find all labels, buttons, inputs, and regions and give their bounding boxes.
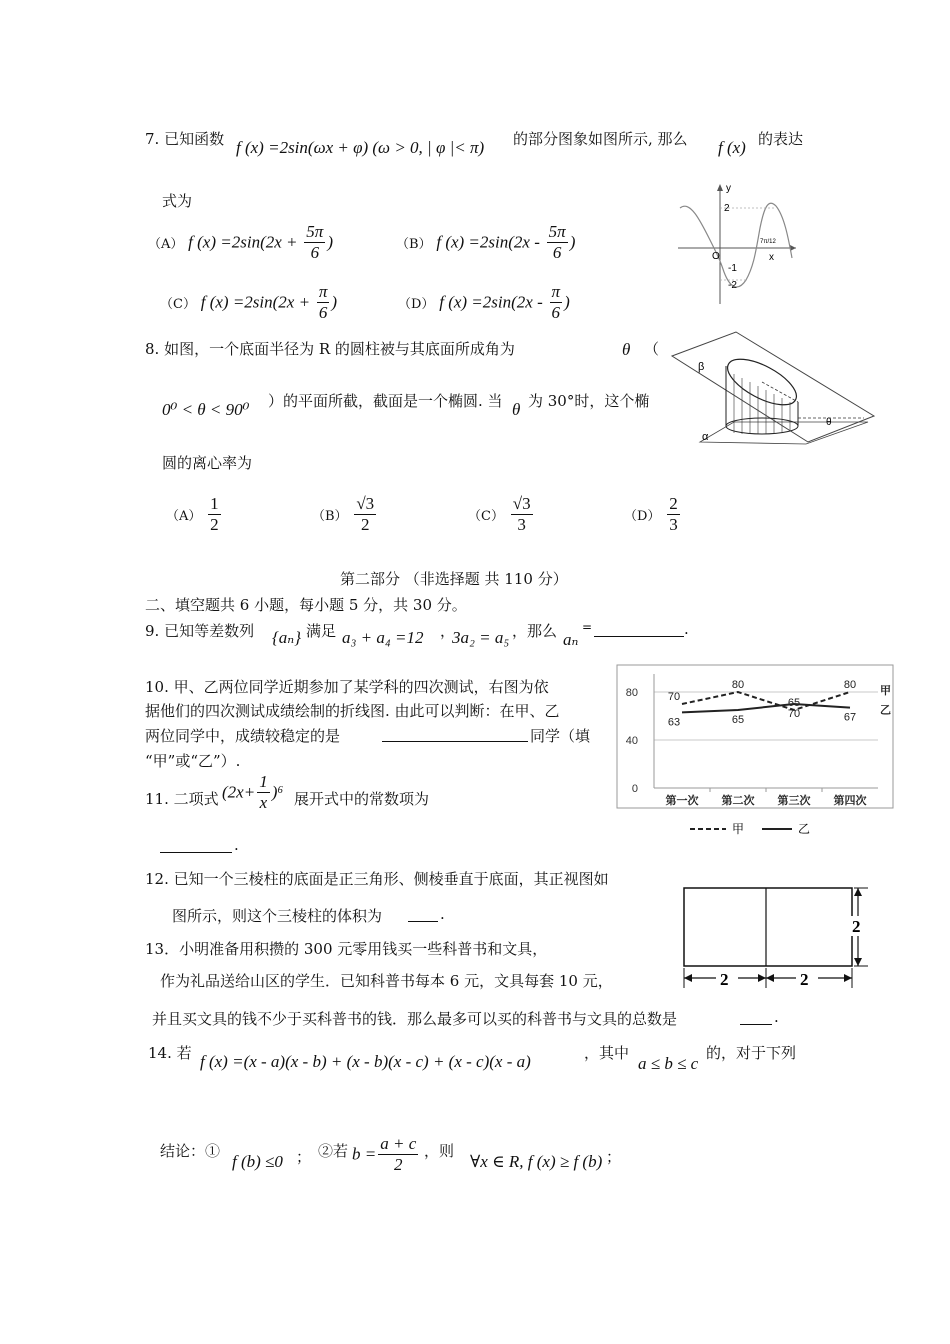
q10-line1: 10. 甲、乙两位同学近期参加了某学科的四次测试，右图为依 [145,678,549,696]
q8-line3: 圆的离心率为 [162,454,253,472]
width-label-1: 2 [720,970,729,989]
q7-line2: 式为 [162,192,193,210]
q14-then: ，则 [424,1142,455,1160]
q10-line-chart [616,664,894,810]
q12-answer-blank[interactable] [408,905,438,922]
q11-answer-blank[interactable] [160,836,232,853]
q7-fx: f (x) [718,138,746,157]
data-label: 80 [843,679,857,691]
q14-c2: ∀x ∈ R, f (x) ≥ f (b) [470,1152,603,1171]
q10-chart-legend [686,818,836,840]
q14-lead: 14. 若 [148,1044,192,1062]
q14-mid: ，其中 [584,1044,630,1062]
q13-answer-blank[interactable] [740,1008,772,1025]
q8-theta: θ [622,340,631,359]
data-label: 80 [731,679,745,691]
q14-c1: f (b) ≤0 [232,1152,283,1171]
q9-mid: 满足 [306,622,337,640]
data-label: 70 [667,691,681,703]
data-label: 65 [787,697,801,709]
section-header: 二、填空题共 6 小题，每小题 5 分，共 30 分。 [145,596,467,614]
alpha-label: α [702,431,709,443]
q11-tail: 展开式中的常数项为 [294,790,430,808]
q7-tail: 的表达 [758,130,804,148]
q8-cylinder-figure [668,330,878,448]
q12-front-view [678,886,870,998]
q14-conc-lead: 结论：① [160,1142,221,1160]
origin-label: O [712,251,720,262]
q10-line3b: 同学（填 [530,727,591,745]
q8-option-b: （B） $\frac{√3}{2}$ [312,494,375,534]
q14-expr: f (x) =(x - a)(x - b) + (x - b)(x - c) + (x - c)(x - a) [200,1052,531,1071]
q14-cond: a ≤ b ≤ c [638,1054,699,1073]
q7-option-b: （B） f (x) =2sin(2x - $\frac{5\pi}{6}$ ) [396,222,576,262]
q9-an: aₙ [563,630,579,649]
q7-sine-graph [676,180,800,308]
q10-line4: “甲”或“乙”）. [145,752,241,770]
q9-answer-blank[interactable] [594,620,684,637]
data-label: 63 [667,716,681,729]
q14-c2-lead: ②若 [318,1142,349,1160]
q8-option-d: （D） $\frac{2}{3}$ [624,494,678,534]
x-category-label: 第四次 [833,795,867,807]
q9-cond2: 3a₂ = a₅ [452,628,510,647]
q13-line3a: 并且买文具的钱不少于买科普书的钱．那么最多可以买的科普书与文具的总数是 [152,1010,678,1028]
legend-jia: 甲 [732,822,745,836]
q14-semi1: ； [296,1148,312,1166]
series-name-label: 甲 [880,685,891,697]
q14-tail: 的，对于下列 [706,1044,797,1062]
q12-line2a: 图所示，则这个三棱柱的体积为 [172,907,383,925]
q13-line1: 13．小明准备用积攒的 300 元零用钱买一些科普书和文具， [145,940,548,958]
q7-expr: f (x) =2sin(ωx + φ) (ω > 0, | φ |< π) [236,138,485,157]
tick-y-neg2: -2 [728,280,737,291]
q11-lead: 11. 二项式 [145,790,219,808]
q9-then: ，那么 [512,622,558,640]
data-label: 70 [787,708,801,720]
height-label: 2 [852,917,861,936]
q11-expr: (2x+ $\frac{1}{x}$ )⁶ [222,772,284,812]
y-axis-label: y [726,183,731,194]
q12-line2b: . [440,905,445,923]
tick-x-7pi12: 7π/12 [760,239,776,245]
q14-semi2: ； [606,1148,622,1166]
q7-lead: 7. 已知函数 [145,130,225,148]
q8-range: 0⁰ < θ < 90⁰ [162,400,250,419]
q13-line2: 作为礼品送给山区的学生．已知科普书每本 6 元，文具每套 10 元， [160,972,613,990]
q12-line1: 12. 已知一个三棱柱的底面是正三角形、侧棱垂直于底面，其正视图如 [145,870,609,888]
x-axis-label: x [769,252,774,263]
series-line-yi [682,704,850,712]
q8-mid2: 为 30°时，这个椭 [528,392,650,410]
series-name-label: 乙 [880,704,891,717]
q7-option-d: （D） f (x) =2sin(2x - $\frac{\pi}{6}$ ) [398,282,570,322]
q9-seq: {aₙ} [272,628,301,647]
theta-label: θ [826,417,832,428]
y-tick-label: 0 [631,783,638,795]
legend-yi: 乙 [798,822,811,836]
q9-sep: ， [440,622,456,640]
q9-cond1: a₃ + a₄ =12 [342,628,424,647]
q8-mid: ）的平面所截，截面是一个椭圆. 当 [268,392,503,410]
q14-b-eq: b = $\frac{a + c}{2}$ [352,1134,417,1174]
y-tick-label: 40 [625,735,638,747]
q8-theta2: θ [512,400,521,419]
q7-option-a: （A） f (x) =2sin(2x + $\frac{5\pi}{6}$ ) [148,222,333,262]
beta-label: β [698,361,705,373]
data-label: 65 [731,714,745,726]
q10-answer-blank[interactable] [382,725,528,742]
q10-line3a: 两位同学中，成绩较稳定的是 [145,727,341,745]
q9-lead: 9. 已知等差数列 [145,622,255,640]
width-label-2: 2 [800,970,809,989]
x-category-label: 第三次 [777,795,811,807]
part2-title: 第二部分 （非选择题 共 110 分） [340,570,568,588]
y-tick-label: 80 [625,687,638,699]
x-category-label: 第二次 [721,795,755,807]
q9-eq: = [582,620,593,634]
q8-option-a: （A） $\frac{1}{2}$ [166,494,219,534]
x-category-label: 第一次 [665,795,699,807]
q13-line3b: . [774,1008,779,1026]
q8-open-paren: （ [644,340,660,358]
q8-option-c: （C） $\frac{√3}{3}$ [468,494,531,534]
q10-line2: 据他们的四次测试成绩绘制的折线图. 由此可以判断：在甲、乙 [145,702,560,720]
q11-end: . [234,836,239,854]
data-label: 67 [843,711,857,724]
q9-end: . [684,620,689,638]
q8-lead: 8. 如图，一个底面半径为 R 的圆柱被与其底面所成角为 [145,340,515,358]
q7-option-c: （C） f (x) =2sin(2x + $\frac{\pi}{6}$ ) [160,282,338,322]
tick-y-2: 2 [724,203,730,214]
tick-y-neg1: -1 [728,263,737,274]
q7-mid: 的部分图象如图所示, 那么 [513,130,688,148]
